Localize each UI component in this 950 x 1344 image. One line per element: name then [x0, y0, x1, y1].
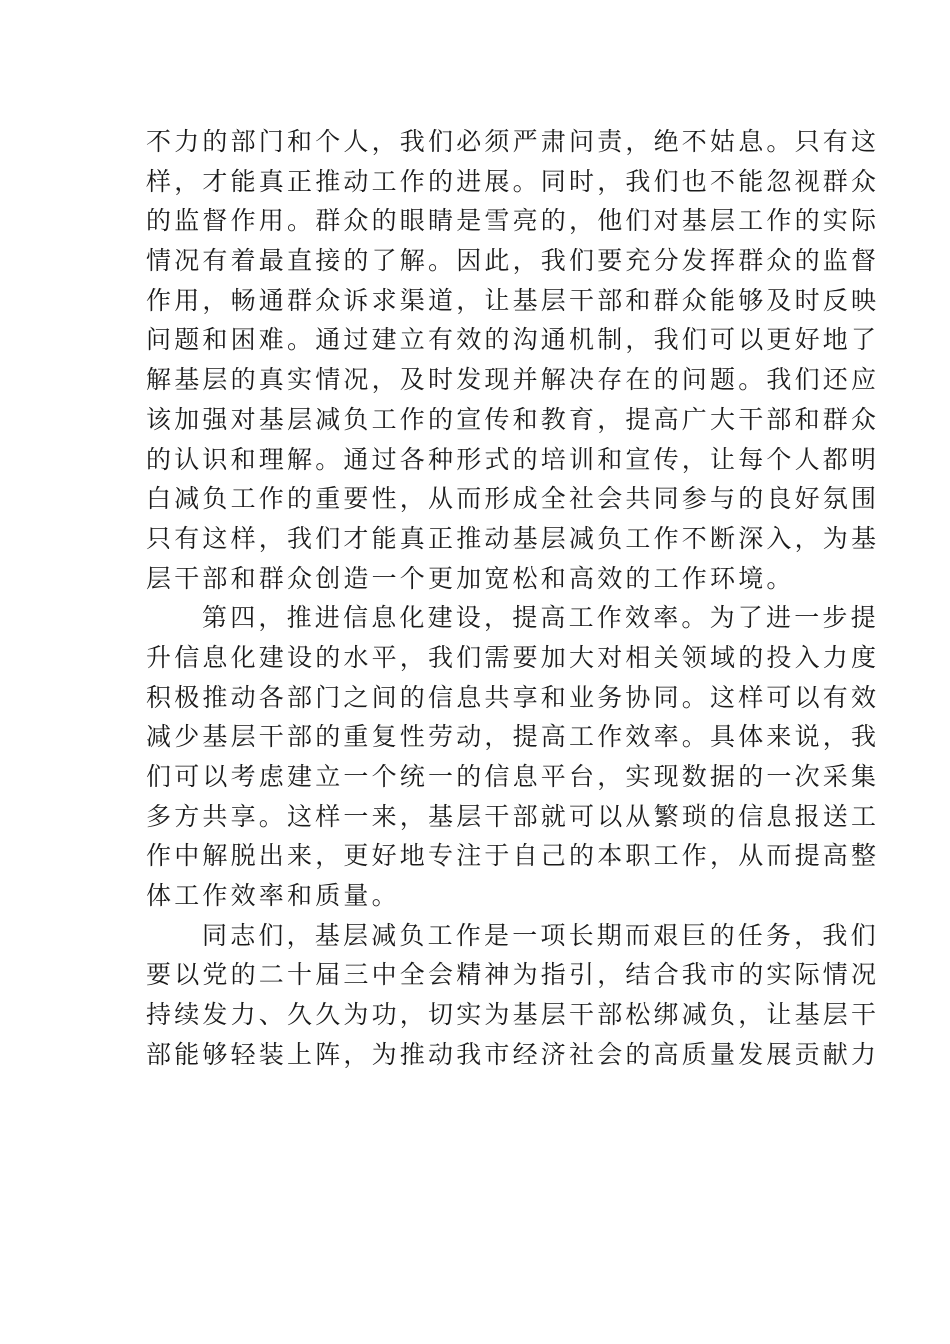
- text-line: 积极推动各部门之间的信息共享和业务协同。这样可以有效: [146, 682, 880, 712]
- paragraph: [146, 122, 880, 598]
- text-line: 多方共享。这样一来，基层干部就可以从繁琐的信息报送工: [146, 801, 880, 831]
- paragraph: [146, 916, 880, 1075]
- text-line: 持续发力、久久为功，切实为基层干部松绑减负，让基层干: [146, 1000, 880, 1030]
- text-line: 不力的部门和个人，我们必须严肃问责，绝不姑息。只有这: [146, 127, 880, 156]
- text-line: 只有这样，我们才能真正推动基层减负工作不断深入，为基: [146, 523, 880, 553]
- text-line: 层干部和群众创造一个更加宽松和高效的工作环境。: [146, 563, 795, 593]
- text-line: 白减负工作的重要性，从而形成全社会共同参与的良好氛围: [146, 484, 880, 514]
- text-line: 第四，推进信息化建设，提高工作效率。为了进一步提: [202, 603, 879, 633]
- body-text: [146, 122, 880, 1075]
- text-line: 作中解脱出来，更好地专注于自己的本职工作，从而提高整: [146, 841, 880, 871]
- text-line: 的认识和理解。通过各种形式的培训和宣传，让每个人都明: [146, 444, 880, 474]
- text-line: 减少基层干部的重复性劳动，提高工作效率。具体来说，我: [146, 722, 880, 752]
- text-line: 该加强对基层减负工作的宣传和教育，提高广大干部和群众: [146, 404, 880, 434]
- paragraph: [146, 598, 880, 916]
- text-line: 样，才能真正推动工作的进展。同时，我们也不能忽视群众: [146, 166, 880, 196]
- text-line: 解基层的真实情况，及时发现并解决存在的问题。我们还应: [146, 365, 880, 395]
- text-line: 要以党的二十届三中全会精神为指引，结合我市的实际情况: [146, 960, 880, 990]
- text-line: 的监督作用。群众的眼睛是雪亮的，他们对基层工作的实际: [146, 206, 880, 236]
- text-line: 们可以考虑建立一个统一的信息平台，实现数据的一次采集: [146, 762, 880, 791]
- text-line: 作用，畅通群众诉求渠道，让基层干部和群众能够及时反映: [146, 285, 880, 315]
- text-line: 升信息化建设的水平，我们需要加大对相关领域的投入力度: [146, 642, 880, 672]
- text-line: 同志们，基层减负工作是一项长期而艰巨的任务，我们: [202, 920, 879, 950]
- text-line: 体工作效率和质量。: [146, 881, 400, 911]
- text-line: 部能够轻装上阵，为推动我市经济社会的高质量发展贡献力: [146, 1039, 880, 1069]
- text-line: 问题和困难。通过建立有效的沟通机制，我们可以更好地了: [146, 325, 880, 355]
- text-line: 情况有着最直接的了解。因此，我们要充分发挥群众的监督: [146, 246, 880, 276]
